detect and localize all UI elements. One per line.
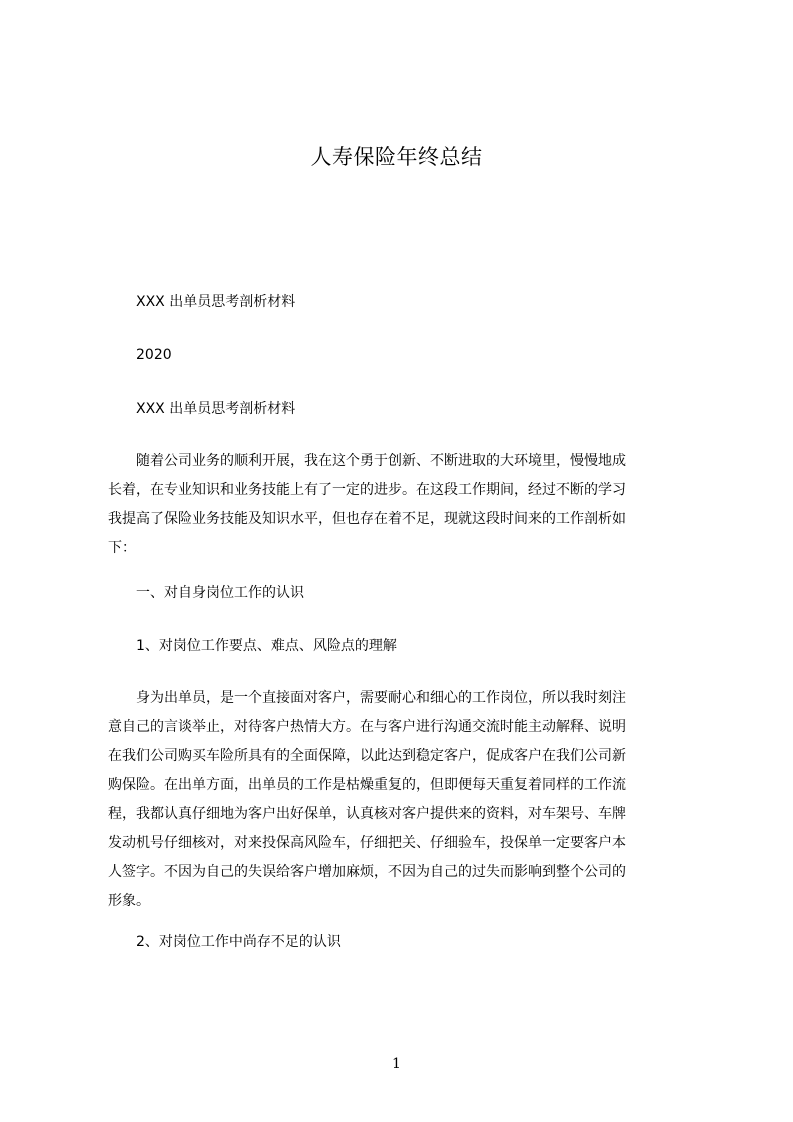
page-number: 1 [392, 1056, 401, 1072]
subtitle-line-1: XXX 出单员思考剖析材料 [136, 294, 296, 310]
section-heading-1: 一、对自身岗位工作的认识 [136, 585, 304, 601]
paragraph-line: 随着公司业务的顺利开展，我在这个勇于创新、不断进取的大环境里，慢慢地成 [136, 453, 626, 469]
paragraph-line: 下： [108, 540, 136, 556]
paragraph-line: 我提高了保险业务技能及知识水平，但也存在着不足，现就这段时间来的工作剖析如 [108, 511, 626, 527]
paragraph-line: 在我们公司购买车险所具有的全面保障，以此达到稳定客户，促成客户在我们公司新 [108, 748, 626, 764]
subsection-heading-2: 2、对岗位工作中尚存不足的认识 [136, 934, 341, 950]
paragraph-line: 身为出单员，是一个直接面对客户，需要耐心和细心的工作岗位，所以我时刻注 [136, 690, 626, 706]
subsection-heading-1: 1、对岗位工作要点、难点、风险点的理解 [136, 638, 397, 654]
paragraph-line: 意自己的言谈举止，对待客户热情大方。在与客户进行沟通交流时能主动解释、说明 [108, 719, 626, 735]
paragraph-line: 程，我都认真仔细地为客户出好保单，认真核对客户提供来的资料，对车架号、车牌 [108, 806, 626, 822]
paragraph-line: 长着，在专业知识和业务技能上有了一定的进步。在这段工作期间，经过不断的学习 [108, 482, 626, 498]
paragraph-line: 人签字。不因为自己的失误给客户增加麻烦，不因为自己的过失而影响到整个公司的 [108, 864, 626, 880]
body-paragraph [108, 684, 699, 916]
paragraph-line: 发动机号仔细核对，对来投保高风险车，仔细把关、仔细验车，投保单一定要客户本 [108, 835, 626, 851]
subtitle-line-2: XXX 出单员思考剖析材料 [136, 401, 296, 417]
paragraph-line: 形象。 [108, 893, 150, 909]
document-title: 人寿保险年终总结 [310, 145, 483, 169]
intro-paragraph [108, 447, 699, 563]
year-line: 2020 [136, 347, 172, 363]
paragraph-line: 购保险。在出单方面，出单员的工作是枯燥重复的，但即便每天重复着同样的工作流 [108, 777, 626, 793]
